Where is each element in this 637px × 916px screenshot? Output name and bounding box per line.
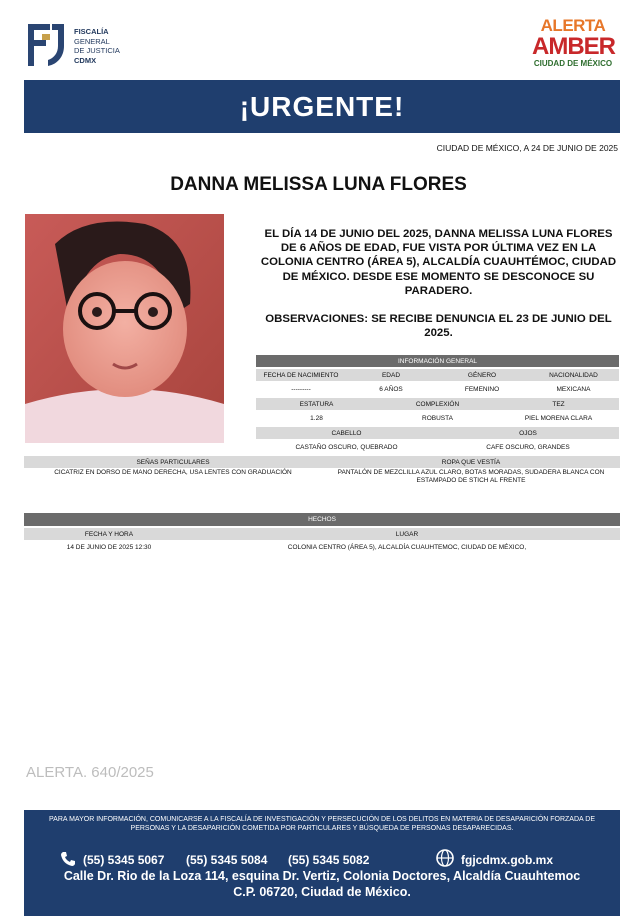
general-info-labels-2 xyxy=(256,398,619,410)
value-gender: FEMENINO xyxy=(464,385,500,393)
value-hair: CASTAÑO OSCURO, QUEBRADO xyxy=(295,443,398,451)
value-date-time: 14 DE JUNIO DE 2025 12:30 xyxy=(66,543,152,551)
label-particular-signs: SEÑAS PARTICULARES xyxy=(24,456,322,468)
label-skin: TEZ xyxy=(498,398,619,410)
organization-name xyxy=(74,27,120,65)
facts-labels xyxy=(24,528,620,540)
alert-number: ALERTA. 640/2025 xyxy=(26,764,154,781)
fgj-logo xyxy=(24,22,66,68)
label-height: ESTATURA xyxy=(256,398,377,410)
value-age: 6 AÑOS xyxy=(379,385,403,393)
facts-values xyxy=(24,541,620,553)
phone-2[interactable]: (55) 5345 5084 xyxy=(186,853,268,867)
particular-labels xyxy=(24,456,620,468)
amber-line-2: AMBER xyxy=(532,33,615,60)
label-place: LUGAR xyxy=(194,528,620,540)
org-line-3: DE JUSTICIA xyxy=(74,46,120,55)
observations-text: OBSERVACIONES: SE RECIBE DENUNCIA EL 23 DE JUNIO DEL 2025. xyxy=(265,313,612,340)
value-eyes: CAFE OSCURO, GRANDES xyxy=(486,443,570,451)
value-build: ROBUSTA xyxy=(422,414,453,422)
footer xyxy=(24,810,620,916)
amber-alert-logo xyxy=(532,17,614,69)
general-info-header: INFORMACIÓN GENERAL xyxy=(256,355,619,367)
value-birthdate: --------- xyxy=(291,385,311,393)
label-age: EDAD xyxy=(346,369,436,381)
person-name: DANNA MELISSA LUNA FLORES xyxy=(170,174,467,195)
general-info-values-1 xyxy=(256,383,619,395)
value-place: COLONIA CENTRO (ÁREA 5), ALCALDÍA CUAUHTEMOC, CIUDAD DE MÉXICO, xyxy=(287,543,527,551)
general-info-labels-3 xyxy=(256,427,619,439)
general-info-values-3 xyxy=(256,441,619,453)
footer-note: PARA MAYOR INFORMACIÓN, COMUNICARSE A LA FISCALÍA DE INVESTIGACIÓN Y PERSECUCIÓN DE LOS DELITOS EN MATERIA DE DESAPARICIÓN FORZADA DE PERSONAS Y LA DESAPARICIÓN COMETIDA POR PARTICULARES Y BÚSQUEDA DE PERSONAS DESAPARECIDAS. xyxy=(49,816,595,832)
footer-address xyxy=(24,868,620,900)
value-clothes: PANTALÓN DE MEZCLILLA AZUL CLARO, BOTAS MORADAS, SUDADERA BLANCA CON ESTAMPADO DE STICH AL FRENTE xyxy=(337,469,605,484)
label-eyes: OJOS xyxy=(437,427,619,439)
org-line-4: CDMX xyxy=(74,55,97,65)
label-nationality: NACIONALIDAD xyxy=(528,369,619,381)
description-text: EL DÍA 14 DE JUNIO DEL 2025, DANNA MELISSA LUNA FLORES DE 6 AÑOS DE EDAD, FUE VISTA POR ÚLTIMA VEZ EN LA COLONIA CENTRO (ÁREA 5), ALCALDÍA CUAUHTÉMOC, CIUDAD DE MÉXICO. DESDE ESE MOMENTO SE DESCONOCE SU PARADERO. xyxy=(260,228,617,297)
general-info-labels-1 xyxy=(256,369,619,381)
phone-icon xyxy=(60,851,76,867)
amber-line-1: ALERTA xyxy=(540,16,606,35)
address-line-2: C.P. 06720, Ciudad de México. xyxy=(233,885,411,899)
phone-3[interactable]: (55) 5345 5082 xyxy=(288,853,370,867)
value-nationality: MEXICANA xyxy=(556,385,591,393)
website-link[interactable]: fgjcdmx.gob.mx xyxy=(461,853,554,867)
org-line-1: FISCALÍA xyxy=(74,27,109,36)
label-hair: CABELLO xyxy=(256,427,437,439)
general-info-values-2 xyxy=(256,412,619,424)
value-particular-signs: CICATRIZ EN DORSO DE MANO DERECHA, USA LENTES CON GRADUACIÓN xyxy=(54,469,292,476)
particular-values xyxy=(24,469,620,487)
label-gender: GÉNERO xyxy=(436,369,528,381)
label-build: COMPLEXIÓN xyxy=(377,398,498,410)
address-line-1: Calle Dr. Rio de la Loza 114, esquina Dr. Vertiz, Colonia Doctores, Alcaldía Cuauhtemoc xyxy=(63,869,581,883)
label-date-time: FECHA Y HORA xyxy=(24,528,194,540)
amber-line-3: CIUDAD DE MÉXICO xyxy=(533,59,613,68)
value-height: 1.28 xyxy=(310,414,323,422)
org-line-2: GENERAL xyxy=(74,36,110,46)
label-birthdate: FECHA DE NACIMIENTO xyxy=(256,369,346,381)
urgent-banner: ¡URGENTE! xyxy=(24,80,620,133)
facts-header: HECHOS xyxy=(24,513,620,526)
globe-icon xyxy=(436,849,454,867)
value-skin: PIEL MORENA CLARA xyxy=(524,414,593,422)
label-clothes: ROPA QUE VESTÍA xyxy=(322,456,620,468)
date-line: CIUDAD DE MÉXICO, A 24 DE JUNIO DE 2025 xyxy=(436,143,618,153)
missing-person-photo xyxy=(25,214,224,443)
phone-1[interactable]: (55) 5345 5067 xyxy=(83,853,165,867)
